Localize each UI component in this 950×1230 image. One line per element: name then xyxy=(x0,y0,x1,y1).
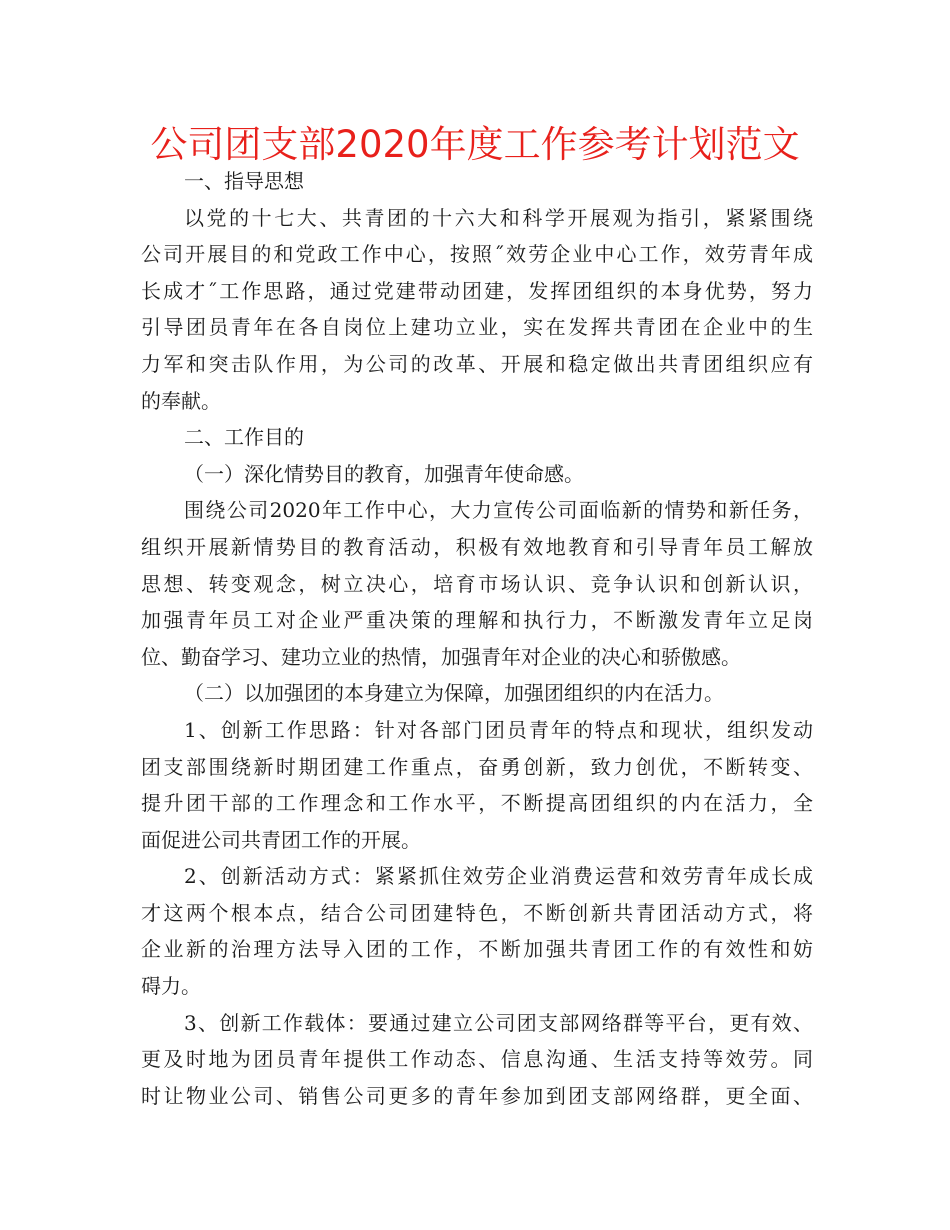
text-line: 围绕公司2020年工作中心，大力宣传公司面临新的情势和新任务， xyxy=(184,498,813,523)
text-line: 二、工作目的 xyxy=(184,425,304,450)
text-line: 提升团干部的工作理念和工作水平，不断提高团组织的内在活力，全 xyxy=(141,791,813,816)
text-line: 2、创新活动方式：紧紧抓住效劳企业消费运营和效劳青年成长成 xyxy=(184,864,813,889)
text-line: 长成才˝工作思路，通过党建带动团建，发挥团组织的本身优势，努力 xyxy=(141,278,813,303)
text-line: 的奉献。 xyxy=(141,388,221,413)
text-line: 一、指导思想 xyxy=(184,169,304,193)
text-line: 力军和突击队作用，为公司的改革、开展和稳定做出共青团组织应有 xyxy=(141,351,813,376)
text-line: 思想、转变观念，树立决心，培育市场认识、竞争认识和创新认识， xyxy=(141,571,813,596)
text-line: 时让物业公司、销售公司更多的青年参加到团支部网络群，更全面、 xyxy=(141,1083,813,1108)
document-title: 公司团支部2020年度工作参考计划范文 xyxy=(150,123,800,166)
text-line: （一）深化情势目的教育，加强青年使命感。 xyxy=(184,461,584,486)
text-line: 碍力。 xyxy=(141,974,201,999)
text-line: 团支部围绕新时期团建工作重点，奋勇创新，致力创优，不断转变、 xyxy=(141,754,813,779)
text-line: 公司开展目的和党政工作中心，按照˝效劳企业中心工作，效劳青年成 xyxy=(141,242,813,267)
text-line: 引导团员青年在各自岗位上建功立业，实在发挥共青团在企业中的生 xyxy=(141,315,813,340)
document-body xyxy=(141,163,813,1114)
text-line: 1、创新工作思路：针对各部门团员青年的特点和现状，组织发动 xyxy=(184,717,813,742)
text-line: 企业新的治理方法导入团的工作，不断加强共青团工作的有效性和妨 xyxy=(141,937,813,962)
text-line: 才这两个根本点，结合公司团建特色，不断创新共青团活动方式，将 xyxy=(141,900,813,925)
text-line: 位、勤奋学习、建功立业的热情，加强青年对企业的决心和骄傲感。 xyxy=(141,644,741,669)
text-line: 3、创新工作载体：要通过建立公司团支部网络群等平台，更有效、 xyxy=(184,1010,813,1035)
text-line: （二）以加强团的本身建立为保障，加强团组织的内在活力。 xyxy=(184,681,724,706)
text-line: 组织开展新情势目的教育活动，积极有效地教育和引导青年员工解放 xyxy=(141,534,813,559)
text-line: 以党的十七大、共青团的十六大和科学开展观为指引，紧紧围绕 xyxy=(184,205,813,230)
text-line: 加强青年员工对企业严重决策的理解和执行力，不断激发青年立足岗 xyxy=(141,608,813,633)
text-line: 面促进公司共青团工作的开展。 xyxy=(141,827,421,852)
text-line: 更及时地为团员青年提供工作动态、信息沟通、生活支持等效劳。同 xyxy=(141,1047,813,1072)
